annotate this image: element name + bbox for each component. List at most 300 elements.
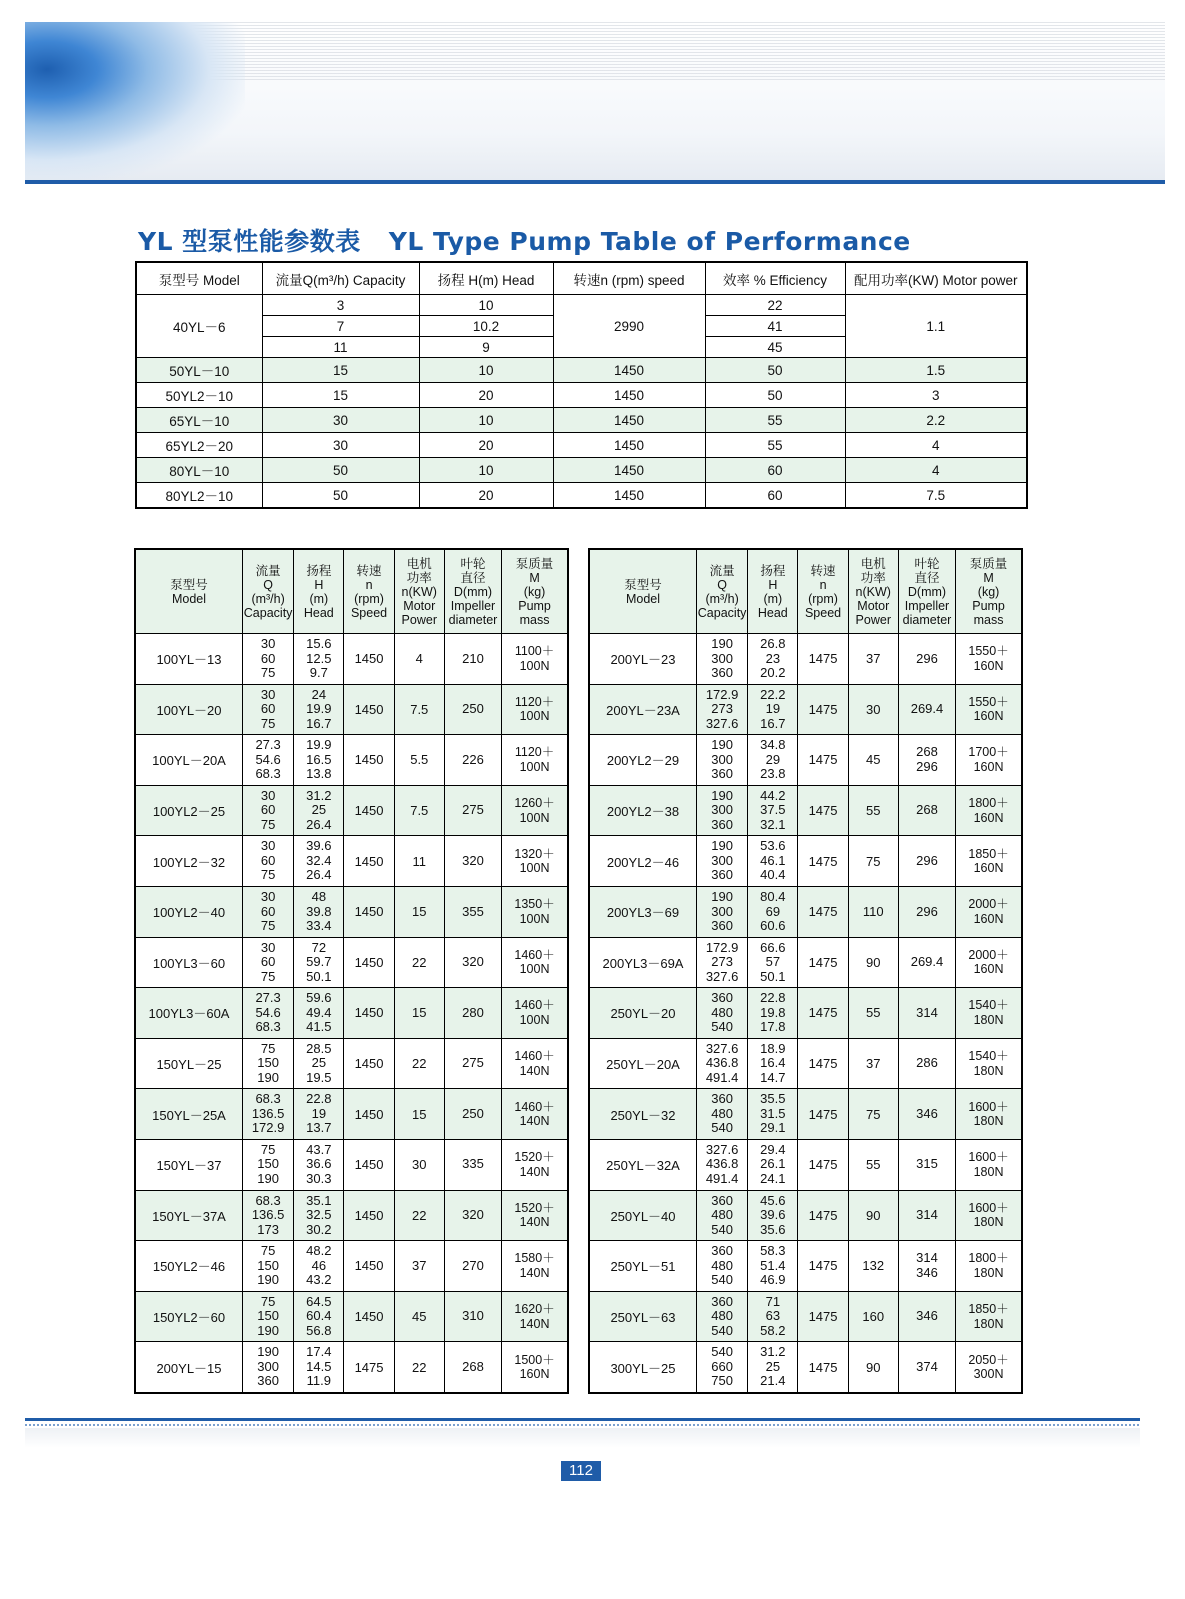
cell-line: 491.4 <box>705 1069 739 1085</box>
cell-impeller-diameter <box>444 1190 501 1241</box>
cell-line: 480 <box>711 1207 733 1223</box>
cell-line: 540 <box>711 1344 733 1360</box>
cell-line: 136.5 <box>251 1207 285 1223</box>
cell-line: 360 <box>711 990 733 1006</box>
cell-capacity <box>696 937 747 988</box>
cell-line: 34.8 <box>760 737 786 753</box>
cell-capacity: 30 <box>262 408 419 433</box>
cell-line: 275 <box>462 802 484 818</box>
cell-line: 2050＋ <box>968 1352 1009 1367</box>
cell-impeller-diameter <box>898 836 955 887</box>
cell-model: 150YL－37 <box>135 1139 242 1190</box>
cell-line: 66.6 <box>760 939 786 955</box>
cell-line: 250 <box>462 1105 484 1121</box>
cell-line: 44.2 <box>760 787 786 803</box>
cell-impeller-diameter <box>444 684 501 735</box>
cell-line: 1120＋ <box>514 694 555 709</box>
cell-line: 1460＋ <box>514 998 555 1013</box>
cell-line: 35.1 <box>306 1192 332 1208</box>
cell-pump-mass <box>502 735 568 786</box>
cell-line: 314 <box>916 1207 938 1223</box>
cell-line: 22.8 <box>760 990 786 1006</box>
cell-head <box>748 735 798 786</box>
cell-line: 160N <box>519 1367 550 1382</box>
cell-line: 150 <box>257 1156 279 1172</box>
cell-line: 436.8 <box>705 1156 739 1172</box>
cell-line: 26.1 <box>760 1156 786 1172</box>
cell-line: 68.3 <box>255 766 281 782</box>
cell-line: 50.1 <box>306 968 332 984</box>
table-row <box>135 1241 568 1292</box>
cell-line: 100N <box>519 962 550 977</box>
cell-pump-mass <box>502 1038 568 1089</box>
cell-line: 电机 <box>860 556 886 571</box>
cell-line: 60 <box>260 852 276 868</box>
table-row <box>135 735 568 786</box>
cell-head <box>748 1291 798 1342</box>
cell-line: 32.5 <box>306 1207 332 1223</box>
cell-capacity <box>696 1342 747 1393</box>
cell-pump-mass <box>502 634 568 685</box>
th-motor-power <box>848 549 898 634</box>
cell-pump-mass <box>502 1139 568 1190</box>
cell-motor-power: 5.5 <box>394 735 444 786</box>
cell-model: 250YL－51 <box>589 1241 696 1292</box>
cell-line: 1800＋ <box>968 1251 1009 1266</box>
table-row <box>136 483 1027 509</box>
cell-capacity <box>696 1241 747 1292</box>
cell-pump-mass <box>956 1291 1022 1342</box>
cell-line: 190 <box>257 1170 279 1186</box>
cell-head <box>294 1089 344 1140</box>
cell-line: Motor <box>857 598 890 613</box>
cell-model: 200YL－23A <box>589 684 696 735</box>
cell-speed: 1450 <box>344 1089 394 1140</box>
cell-speed: 1475 <box>798 1241 848 1292</box>
cell-pump-mass <box>502 785 568 836</box>
cell-line: 59.7 <box>306 954 332 970</box>
banner-swirl-graphic <box>25 22 245 180</box>
cell-head <box>294 1190 344 1241</box>
cell-line: 327.6 <box>705 1141 739 1157</box>
cell-power: 2.2 <box>845 408 1027 433</box>
cell-line: 160N <box>973 911 1004 926</box>
cell-line: 346 <box>916 1308 938 1324</box>
cell-impeller-diameter <box>898 634 955 685</box>
cell-line: Capacity <box>697 605 747 620</box>
cell-line: 39.8 <box>306 903 332 919</box>
cell-line: 49.4 <box>306 1004 332 1020</box>
cell-head <box>748 1190 798 1241</box>
cell-speed: 1450 <box>344 988 394 1039</box>
cell-line: 19.8 <box>760 1004 786 1020</box>
cell-impeller-diameter <box>898 1291 955 1342</box>
cell-line: 327.6 <box>705 968 739 984</box>
cell-line: 14.5 <box>306 1358 332 1374</box>
cell-speed: 1475 <box>798 886 848 937</box>
cell-impeller-diameter <box>444 886 501 937</box>
table-row <box>589 937 1022 988</box>
cell-line: 480 <box>711 1105 733 1121</box>
cell-line: 100N <box>519 759 550 774</box>
cell-line: 190 <box>257 1272 279 1288</box>
table-row <box>135 1038 568 1089</box>
cell-head <box>748 1139 798 1190</box>
cell-line: 540 <box>711 1019 733 1035</box>
cell-line: 46.1 <box>760 852 786 868</box>
cell-line: 160N <box>973 709 1004 724</box>
cell-line: 172.9 <box>251 1120 285 1136</box>
th-capacity <box>242 549 293 634</box>
cell-line: 75 <box>260 867 276 883</box>
cell-line: (rpm) <box>354 591 384 606</box>
cell-capacity: 15 <box>262 383 419 408</box>
cell-line: 69 <box>765 903 781 919</box>
cell-line: Pump <box>518 598 551 613</box>
cell-line: 16.4 <box>760 1055 786 1071</box>
th-head <box>294 549 344 634</box>
cell-model: 250YL－32A <box>589 1139 696 1190</box>
cell-head <box>748 634 798 685</box>
cell-line: 1520＋ <box>514 1200 555 1215</box>
cell-line: 68.3 <box>255 1019 281 1035</box>
cell-speed: 1450 <box>344 836 394 887</box>
cell-motor-power: 7.5 <box>394 684 444 735</box>
table-row <box>135 988 568 1039</box>
cell-line: 226 <box>462 751 484 767</box>
cell-line: 24.1 <box>760 1170 786 1186</box>
cell-line: 41.5 <box>306 1019 332 1035</box>
cell-impeller-diameter <box>444 836 501 887</box>
cell-capacity <box>242 1038 293 1089</box>
header-rule <box>25 180 1165 184</box>
cell-line: 310 <box>462 1308 484 1324</box>
cell-line: 63 <box>765 1308 781 1324</box>
performance-table-right <box>588 548 1023 1394</box>
th-impeller-diameter <box>898 549 955 634</box>
cell-motor-power: 15 <box>394 886 444 937</box>
cell-model: 150YL－25A <box>135 1089 242 1140</box>
cell-impeller-diameter <box>898 785 955 836</box>
cell-pump-mass <box>956 988 1022 1039</box>
cell-pump-mass <box>956 1342 1022 1393</box>
cell-line: 23.8 <box>760 766 786 782</box>
cell-model: 150YL2－60 <box>135 1291 242 1342</box>
cell-line: D(mm) <box>907 584 947 599</box>
cell-line: 30.3 <box>306 1170 332 1186</box>
cell-line: 80.4 <box>760 889 786 905</box>
cell-line: 51.4 <box>760 1257 786 1273</box>
cell-line: 30 <box>260 787 276 803</box>
cell-line: M <box>983 570 994 585</box>
cell-motor-power: 30 <box>848 684 898 735</box>
cell-line: 64.5 <box>306 1293 332 1309</box>
cell-pump-mass <box>956 1241 1022 1292</box>
cell-line: 16.7 <box>306 715 332 731</box>
cell-line: 360 <box>711 665 733 681</box>
cell-head: 10 <box>419 458 553 483</box>
cell-line: 1460＋ <box>514 1049 555 1064</box>
cell-line: 1540＋ <box>968 1049 1009 1064</box>
cell-line: Impeller <box>450 598 496 613</box>
cell-line: 300 <box>711 802 733 818</box>
cell-head <box>294 1291 344 1342</box>
cell-speed: 1475 <box>344 1342 394 1393</box>
cell-speed: 1450 <box>344 1291 394 1342</box>
cell-line: 23 <box>765 650 781 666</box>
cell-capacity <box>696 1139 747 1190</box>
table-row <box>136 408 1027 433</box>
table-row <box>136 358 1027 383</box>
cell-speed: 1450 <box>553 383 705 408</box>
cell-speed: 1450 <box>344 1139 394 1190</box>
cell-model: 50YL2－10 <box>136 383 262 408</box>
cell-line: 45.6 <box>760 1192 786 1208</box>
cell-line: 54.6 <box>255 1004 281 1020</box>
cell-head <box>294 684 344 735</box>
cell-impeller-diameter <box>898 988 955 1039</box>
cell-line: 1600＋ <box>968 1150 1009 1165</box>
cell-head <box>748 937 798 988</box>
cell-speed: 1475 <box>798 1038 848 1089</box>
cell-line: 26.4 <box>306 867 332 883</box>
cell-capacity <box>242 836 293 887</box>
cell-line: (m) <box>309 591 329 606</box>
cell-capacity <box>242 785 293 836</box>
table-row <box>135 836 568 887</box>
cell-line: 315 <box>916 1156 938 1172</box>
cell-efficiency: 41 <box>705 316 845 337</box>
cell-speed: 1475 <box>798 1139 848 1190</box>
cell-line: 75 <box>260 715 276 731</box>
page-title <box>138 222 911 258</box>
cell-impeller-diameter <box>444 1038 501 1089</box>
cell-model: 80YL－10 <box>136 458 262 483</box>
cell-line: 300 <box>711 751 733 767</box>
table-row <box>589 634 1022 685</box>
cell-speed: 1475 <box>798 684 848 735</box>
cell-line: H <box>314 577 324 592</box>
cell-impeller-diameter <box>444 735 501 786</box>
cell-line: 160N <box>973 861 1004 876</box>
cell-line: 320 <box>462 1207 484 1223</box>
cell-line: 18.9 <box>760 1040 786 1056</box>
cell-line: 59.6 <box>306 990 332 1006</box>
cell-pump-mass <box>502 1089 568 1140</box>
cell-model: 200YL－23 <box>589 634 696 685</box>
cell-line: 140N <box>519 1316 550 1331</box>
cell-line: 300 <box>257 1358 279 1374</box>
cell-pump-mass <box>956 1139 1022 1190</box>
cell-speed: 1475 <box>798 836 848 887</box>
cell-line: 327.6 <box>705 715 739 731</box>
cell-line: diameter <box>448 612 498 627</box>
cell-line: 转速 <box>810 563 836 578</box>
cell-model: 100YL3－60 <box>135 937 242 988</box>
cell-line: 60.4 <box>306 1308 332 1324</box>
cell-impeller-diameter <box>444 937 501 988</box>
cell-capacity <box>696 1291 747 1342</box>
cell-line: Power <box>855 612 891 627</box>
cell-impeller-diameter <box>898 1241 955 1292</box>
cell-line: 35.6 <box>760 1221 786 1237</box>
cell-motor-power: 55 <box>848 785 898 836</box>
cell-head <box>294 1038 344 1089</box>
table-row <box>136 295 1027 316</box>
cell-line: (m³/h) <box>705 591 739 606</box>
cell-line: 300N <box>973 1367 1004 1382</box>
cell-motor-power: 90 <box>848 1342 898 1393</box>
cell-line: 1460＋ <box>514 1099 555 1114</box>
cell-model: 50YL－10 <box>136 358 262 383</box>
cell-motor-power: 45 <box>394 1291 444 1342</box>
cell-line: 335 <box>462 1156 484 1172</box>
cell-impeller-diameter <box>898 1038 955 1089</box>
cell-line: 21.4 <box>760 1373 786 1389</box>
table-row <box>589 988 1022 1039</box>
cell-line: 13.7 <box>306 1120 332 1136</box>
cell-power: 4 <box>845 458 1027 483</box>
cell-line: 12.5 <box>306 650 332 666</box>
th-pump-mass <box>502 549 568 634</box>
cell-line: 360 <box>711 1091 733 1107</box>
cell-line: 50.1 <box>760 968 786 984</box>
cell-line: 1120＋ <box>514 745 555 760</box>
cell-line: 39.6 <box>760 1207 786 1223</box>
cell-motor-power: 110 <box>848 886 898 937</box>
th-motor-power <box>394 549 444 634</box>
cell-motor-power: 30 <box>394 1139 444 1190</box>
cell-line: 17.8 <box>760 1019 786 1035</box>
cell-speed: 1475 <box>798 785 848 836</box>
cell-motor-power: 37 <box>848 1038 898 1089</box>
cell-line: 43.2 <box>306 1272 332 1288</box>
cell-line: Model <box>625 591 661 606</box>
cell-line: 流量 <box>709 563 735 578</box>
cell-line: 泵型号 <box>624 577 662 592</box>
cell-line: 功率 <box>406 570 432 585</box>
cell-line: 190 <box>711 737 733 753</box>
cell-head: 10 <box>419 295 553 316</box>
cell-line: 19.9 <box>306 737 332 753</box>
cell-line: 300 <box>711 852 733 868</box>
th-capacity: 流量Q(m³/h) Capacity <box>262 262 419 295</box>
cell-line: 270 <box>462 1257 484 1273</box>
cell-line: 29 <box>765 751 781 767</box>
cell-line: 15.6 <box>306 636 332 652</box>
table-row <box>135 634 568 685</box>
cell-motor-power: 90 <box>848 937 898 988</box>
cell-capacity: 7 <box>262 316 419 337</box>
cell-line: 16.7 <box>760 715 786 731</box>
cell-line: 1800＋ <box>968 796 1009 811</box>
cell-model: 100YL－20A <box>135 735 242 786</box>
cell-line: 30 <box>260 686 276 702</box>
cell-capacity <box>696 1089 747 1140</box>
cell-line: 273 <box>711 701 733 717</box>
cell-line: 46 <box>311 1257 327 1273</box>
cell-line: 32.4 <box>306 852 332 868</box>
cell-model: 250YL－20 <box>589 988 696 1039</box>
cell-line: 275 <box>462 1055 484 1071</box>
cell-impeller-diameter <box>898 1139 955 1190</box>
cell-line: Head <box>303 605 334 620</box>
cell-model: 100YL2－40 <box>135 886 242 937</box>
cell-line: 660 <box>711 1358 733 1374</box>
cell-impeller-diameter <box>444 1241 501 1292</box>
cell-model: 65YL2－20 <box>136 433 262 458</box>
cell-model: 200YL2－29 <box>589 735 696 786</box>
cell-power: 4 <box>845 433 1027 458</box>
cell-capacity <box>242 684 293 735</box>
cell-line: 1100＋ <box>514 644 555 659</box>
cell-line: 160N <box>973 962 1004 977</box>
cell-line: Capacity <box>243 605 293 620</box>
table-row <box>589 1190 1022 1241</box>
cell-line: 31.5 <box>760 1105 786 1121</box>
cell-line: 72 <box>311 939 327 955</box>
cell-impeller-diameter <box>444 1291 501 1342</box>
cell-capacity <box>696 988 747 1039</box>
cell-line: 1550＋ <box>968 694 1009 709</box>
cell-head <box>748 988 798 1039</box>
cell-pump-mass <box>502 937 568 988</box>
cell-line: 296 <box>916 852 938 868</box>
cell-speed: 1450 <box>344 937 394 988</box>
cell-head: 20 <box>419 383 553 408</box>
cell-capacity <box>242 1089 293 1140</box>
cell-line: (kg) <box>977 584 1000 599</box>
cell-line: 1320＋ <box>514 846 555 861</box>
cell-speed: 1450 <box>344 785 394 836</box>
cell-line: 136.5 <box>251 1105 285 1121</box>
cell-line: 360 <box>711 867 733 883</box>
cell-line: 360 <box>711 1293 733 1309</box>
th-motor-power: 配用功率(KW) Motor power <box>845 262 1027 295</box>
cell-model: 150YL－37A <box>135 1190 242 1241</box>
cell-head: 10 <box>419 408 553 433</box>
cell-motor-power: 22 <box>394 1342 444 1393</box>
cell-model: 250YL－32 <box>589 1089 696 1140</box>
cell-model: 100YL－20 <box>135 684 242 735</box>
cell-impeller-diameter <box>444 988 501 1039</box>
cell-line: 40.4 <box>760 867 786 883</box>
cell-line: 1700＋ <box>968 745 1009 760</box>
cell-line: 480 <box>711 1004 733 1020</box>
cell-pump-mass <box>956 735 1022 786</box>
cell-line: 1460＋ <box>514 947 555 962</box>
cell-line: 75 <box>260 816 276 832</box>
cell-line: 355 <box>462 903 484 919</box>
cell-line: 172.9 <box>705 939 739 955</box>
cell-line: 190 <box>711 636 733 652</box>
cell-capacity <box>696 1190 747 1241</box>
cell-motor-power: 37 <box>848 634 898 685</box>
cell-line: 60 <box>260 903 276 919</box>
cell-line: 75 <box>260 1040 276 1056</box>
cell-head <box>748 785 798 836</box>
cell-line: 314 <box>916 1004 938 1020</box>
cell-model: 150YL2－46 <box>135 1241 242 1292</box>
cell-line: 140N <box>519 1215 550 1230</box>
cell-motor-power: 132 <box>848 1241 898 1292</box>
cell-model: 100YL2－25 <box>135 785 242 836</box>
cell-capacity <box>242 1241 293 1292</box>
table-row <box>135 886 568 937</box>
cell-model: 200YL2－46 <box>589 836 696 887</box>
cell-line: 150 <box>257 1055 279 1071</box>
cell-head <box>294 735 344 786</box>
